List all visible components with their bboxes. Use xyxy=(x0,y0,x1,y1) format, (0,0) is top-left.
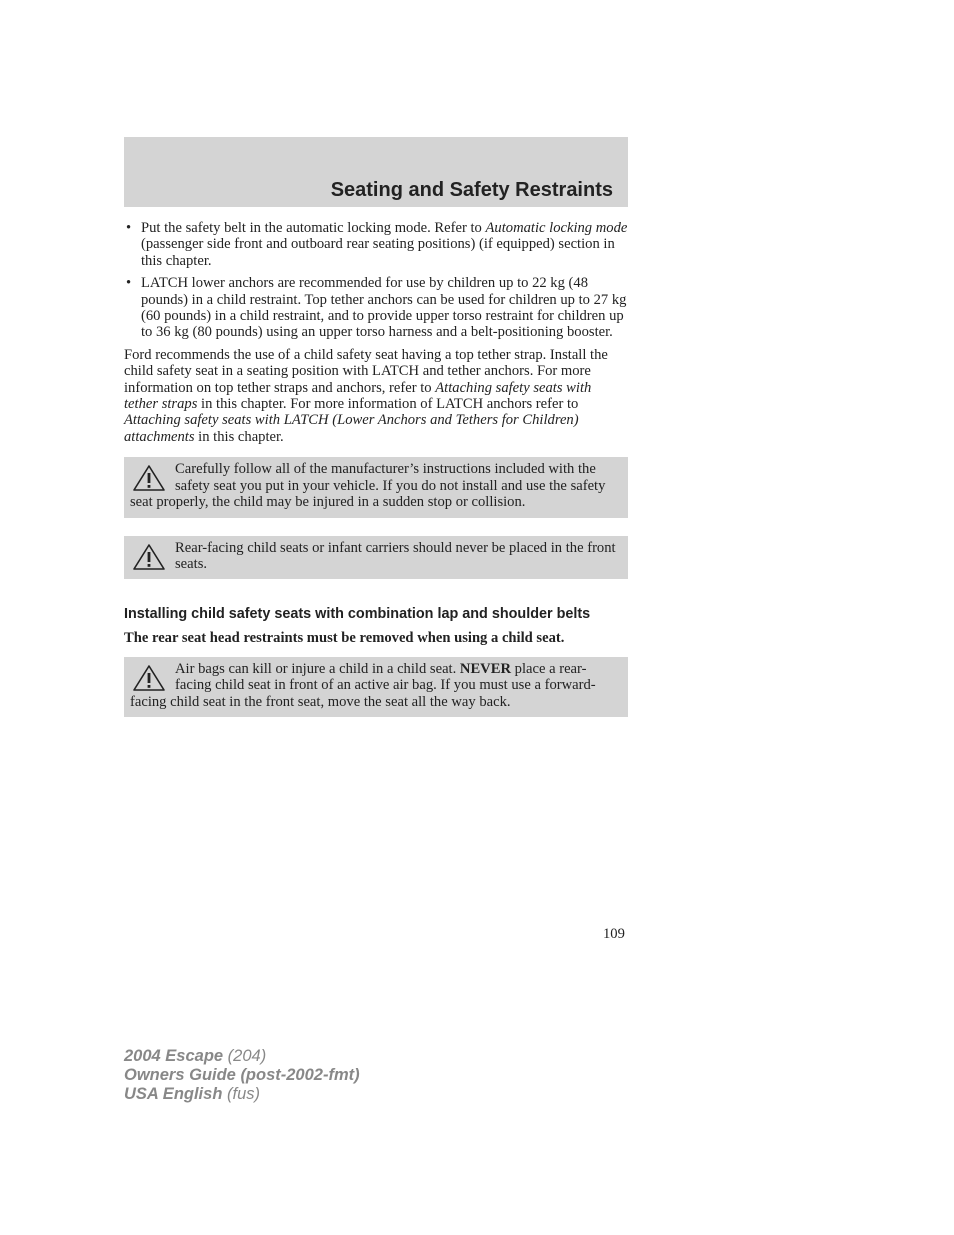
document-footer xyxy=(124,1047,360,1104)
warning-triangle-icon xyxy=(132,464,166,492)
warning-text: Rear-facing child seats or infant carriers should never be placed in the front seats. xyxy=(175,539,616,572)
footer-line: Owners Guide (post-2002-fmt) xyxy=(124,1066,360,1084)
warning-triangle-icon xyxy=(132,664,166,692)
warning-text: Air bags can kill or injure a child in a child seat. NEVER place a rear-facing child seat in front of an active air bag. If you must use a forward-facing child seat in the front seat, move the seat all the way back. xyxy=(130,660,596,710)
bullet-item: • Put the safety belt in the automatic locking mode. Refer to Automatic locking mode (passenger side front and outboard rear seating positions) (if equipped) section in this chapter. xyxy=(124,220,628,269)
page-number: 109 xyxy=(603,926,625,942)
warning-text: Carefully follow all of the manufacturer’s instructions included with the safety seat you put in your vehicle. If you do not install and use the safety seat properly, the child may be injured in a sudden stop or collision. xyxy=(130,461,606,511)
section-header xyxy=(124,137,628,207)
body-paragraph: Ford recommends the use of a child safety seat having a top tether strap. Install the child safety seat in a seating position with LATCH and tether anchors. For more information on top tether straps and anchors, refer to Attaching safety seats with tether straps in this chapter. For more information of LATCH anchors refer to Attaching safety seats with LATCH (Lower Anchors and Tethers for Children) attachments in this chapter. xyxy=(124,346,608,445)
section-title: Seating and Safety Restraints xyxy=(330,179,613,201)
page-content xyxy=(124,220,628,717)
warning-box xyxy=(124,536,628,580)
footer-line: USA English (fus) xyxy=(124,1085,260,1103)
warning-box xyxy=(124,657,628,717)
subheading: Installing child safety seats with combination lap and shoulder belts xyxy=(124,606,591,623)
bullet-list xyxy=(124,220,628,341)
bullet-item: • LATCH lower anchors are recommended for use by children up to 22 kg (48 pounds) in a child restraint. Top tether anchors can be used for children up to 27 kg (60 pounds) in a child restraint, and to provide upper torso restraint for children up to 36 kg (80 pounds) using an upper torso harness and a belt-positioning booster. xyxy=(124,275,628,341)
footer-line: 2004 Escape (204) xyxy=(124,1047,267,1065)
warning-triangle-icon xyxy=(132,543,166,571)
bold-note: The rear seat head restraints must be removed when using a child seat. xyxy=(124,630,565,647)
warning-box xyxy=(124,457,628,517)
